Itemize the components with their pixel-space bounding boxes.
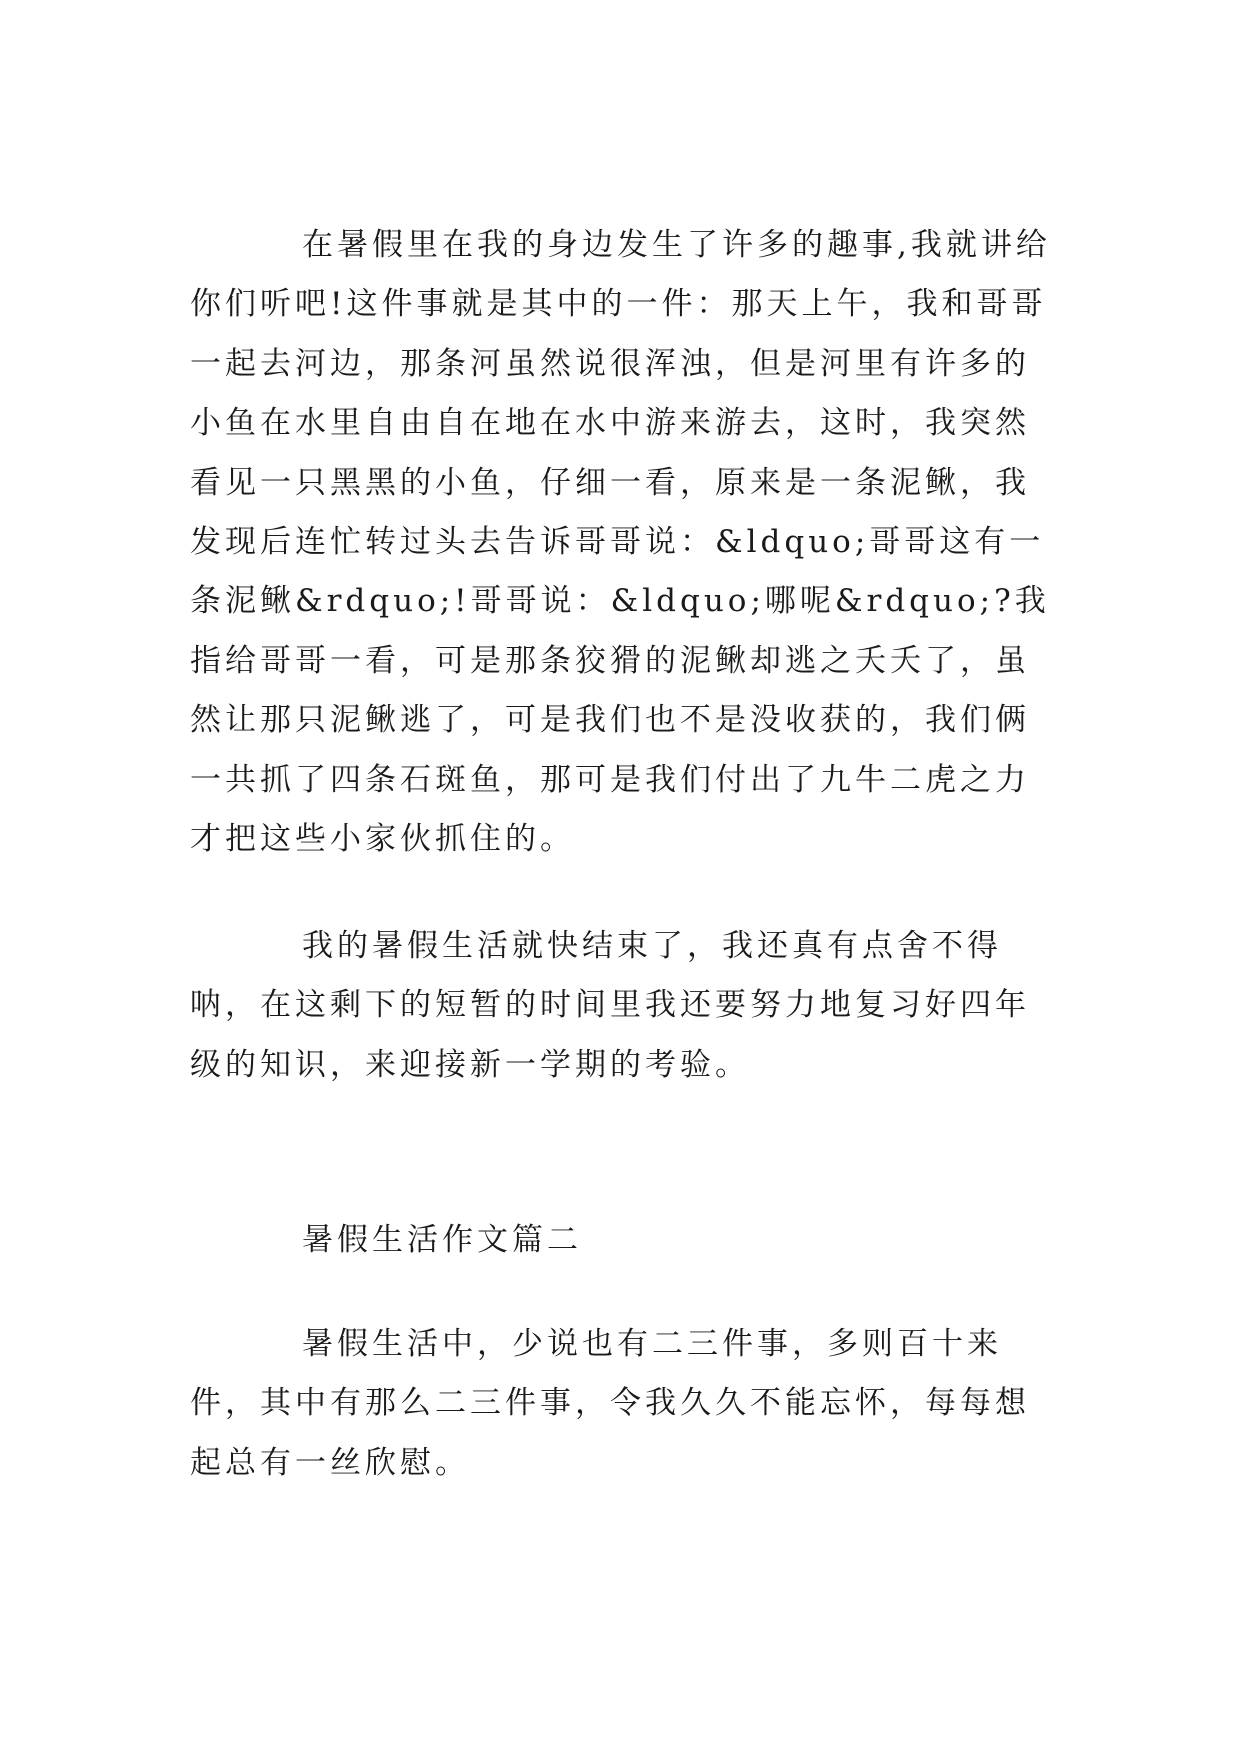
paragraph: 暑假生活中，少说也有二三件事，多则百十来件，其中有那么二三件事，令我久久不能忘怀，每每想起总有一丝欣慰。 (190, 1326, 1030, 1481)
paragraph: 我的暑假生活就快结束了，我还真有点舍不得呐，在这剩下的短暂的时间里我还要努力地复习好四年级的知识，来迎接新一学期的考验。 (190, 928, 1030, 1083)
section-heading: 暑假生活作文篇二 (302, 1222, 582, 1258)
paragraph: 在暑假里在我的身边发生了许多的趣事,我就讲给你们听吧!这件事就是其中的一件：那天上午，我和哥哥一起去河边，那条河虽然说很浑浊，但是河里有许多的小鱼在水里自由自在地在水中游来游去，这时，我突然看见一只黑黑的小鱼，仔细一看，原来是一条泥鳅，我发现后连忙转过头去告诉哥哥说：&ldquo;哥哥这有一条泥鳅&rdquo;!哥哥说：&ldquo;哪呢&rdquo;?我指给哥哥一看，可是那条狡猾的泥鳅却逃之夭夭了，虽然让那只泥鳅逃了，可是我们也不是没收获的，我们俩一共抓了四条石斑鱼，那可是我们付出了九牛二虎之力才把这些小家伙抓住的。 (190, 227, 1051, 858)
